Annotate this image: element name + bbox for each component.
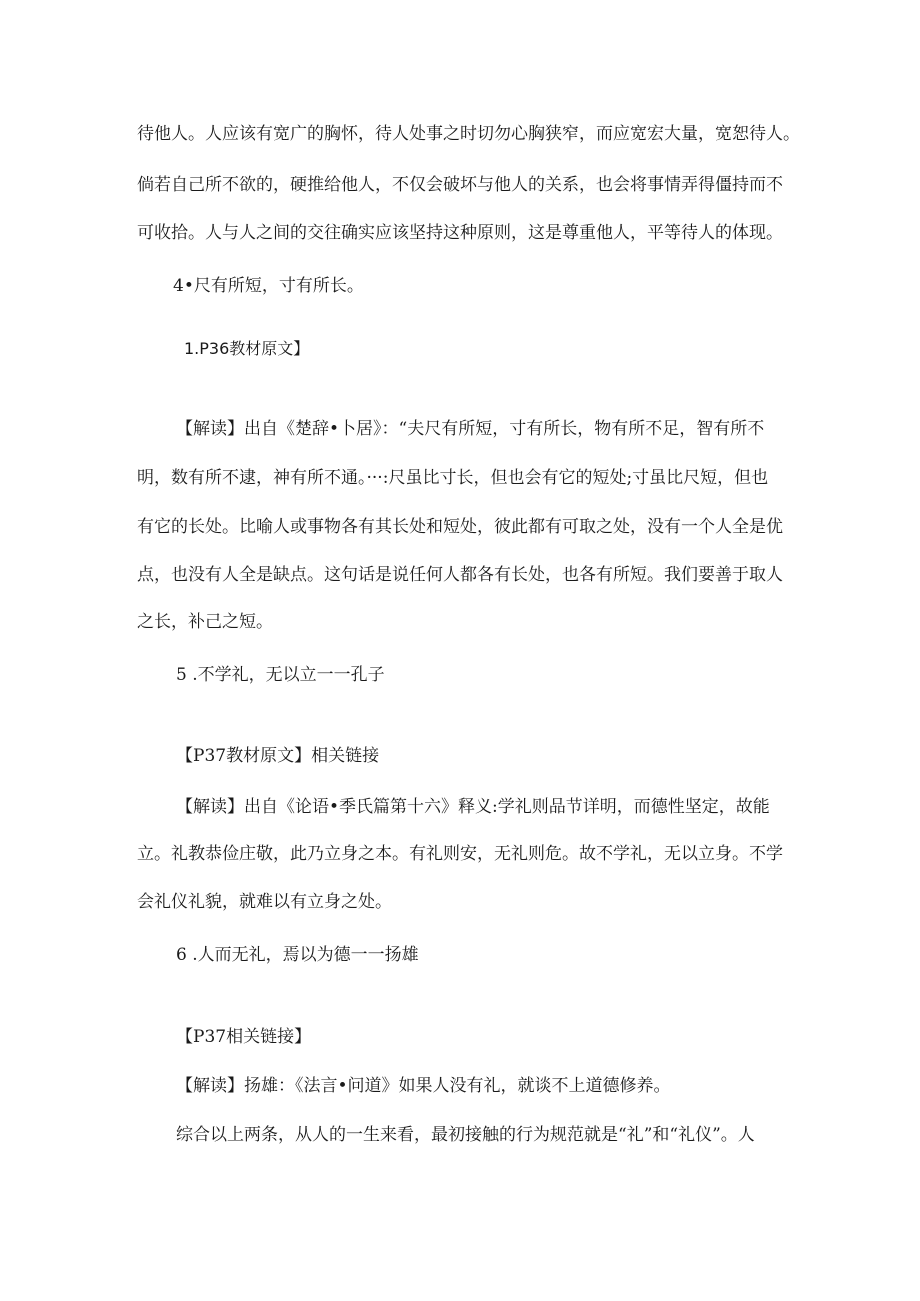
paragraph-line: 【解读】出自《楚辞•卜居》：“夫尺有所短，寸有所长，物有所不足，智有所不: [176, 419, 765, 439]
section-heading-5: 5 .不学礼，无以立一一孔子: [176, 665, 385, 685]
paragraph-line: 待他人。人应该有宽广的胸怀，待人处事之时切勿心胸狭窄，而应宽宏大量，宽恕待人。: [137, 124, 800, 144]
paragraph-line: 会礼仪礼貌，就难以有立身之处。: [137, 892, 392, 912]
paragraph-line: 倘若自己所不欲的，硬推给他人，不仅会破坏与他人的关系，也会将事情弄得僵持而不: [137, 175, 783, 195]
paragraph-line: 之长，补己之短。: [137, 612, 273, 632]
paragraph-line: 可收拾。人与人之间的交往确实应该坚持这种原则，这是尊重他人，平等待人的体现。: [137, 223, 783, 243]
paragraph-line: 明，数有所不逮，神有所不通。···:尺虽比寸长，但也会有它的短处;寸虽比尺短，但也: [137, 468, 769, 488]
textbook-reference-6: 【P37相关链接】: [176, 1027, 312, 1047]
textbook-reference-4: 1.P36教材原文】: [184, 339, 310, 358]
textbook-reference-5: 【P37教材原文】相关链接: [176, 746, 380, 766]
paragraph-line: 【解读】出自《论语•季氏篇第十六》释义:学礼则品节详明，而德性坚定，故能: [176, 797, 770, 817]
paragraph-line: 【解读】扬雄：《法言•问道》如果人没有礼，就谈不上道德修养。: [176, 1076, 671, 1096]
paragraph-line: 点，也没有人全是缺点。这句话是说任何人都各有长处，也各有所短。我们要善于取人: [137, 565, 783, 585]
paragraph-line: 立。礼教恭俭庄敬，此乃立身之本。有礼则安，无礼则危。故不学礼，无以立身。不学: [137, 844, 783, 864]
section-heading-4: 4•尺有所短，寸有所长。: [173, 276, 364, 296]
paragraph-line: 综合以上两条，从人的一生来看，最初接触的行为规范就是“礼”和“礼仪”。人: [176, 1125, 755, 1145]
paragraph-line: 有它的长处。比喻人或事物各有其长处和短处，彼此都有可取之处，没有一个人全是优: [137, 517, 783, 537]
section-heading-6: 6 .人而无礼，焉以为德一一扬雄: [176, 945, 419, 965]
